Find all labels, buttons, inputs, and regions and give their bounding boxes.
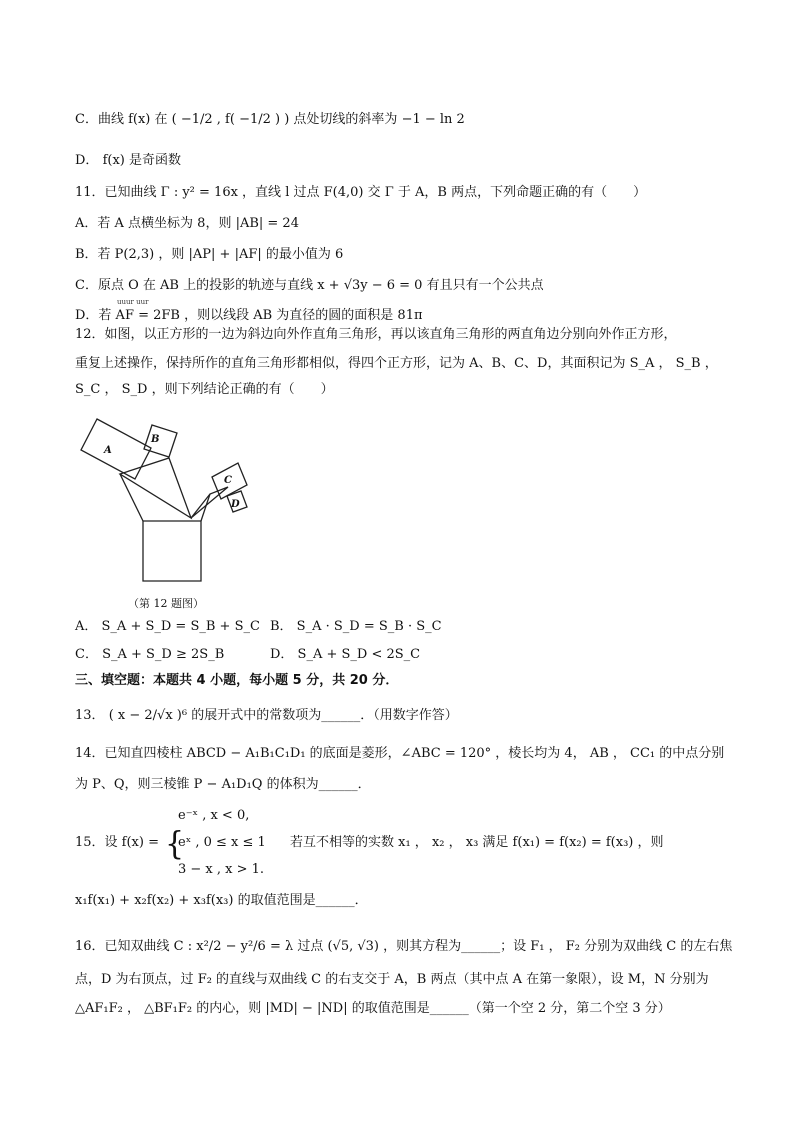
q11-stem: 11．已知曲线 Γ : y² = 16x ，直线 l 过点 F(4,0) 交 Γ 于 A，B 两点，下列命题正确的有（ ） <box>75 185 647 200</box>
q13-expression: ( x − 2/√x )⁶ <box>108 708 188 723</box>
q15-brace: { <box>165 826 185 863</box>
square-a <box>81 419 151 479</box>
q15-case1: e⁻ˣ , x < 0, <box>178 808 250 823</box>
q15-lead: 15．设 f(x) = <box>75 835 159 850</box>
fig-label-b: B <box>151 434 160 445</box>
q10-c-math: f(x) 在 ( −1/2 , f( −1/2 ) ) 点处切线的斜率为 −1 − ln 2 <box>128 112 465 127</box>
q12-stem-line3: S_C ， S_D ，则下列结论正确的有（ ） <box>75 382 334 397</box>
q11-vector-marks: uuur uur <box>117 298 149 306</box>
q10-option-c <box>75 110 465 130</box>
q14-line1: 14．已知直四棱柱 ABCD − A₁B₁C₁D₁ 的底面是菱形，∠ABC = 120° ，棱长均为 4， AB ， CC₁ 的中点分别 <box>75 746 725 761</box>
q12-option-b: B． S_A · S_D = S_B · S_C <box>270 619 442 634</box>
q13 <box>75 706 458 726</box>
q16-line1: 16．已知双曲线 C : x²/2 − y²/6 = λ 过点 (√5, √3) ，则其方程为______；设 F₁ ， F₂ 分别为双曲线 C 的左右焦 <box>75 939 733 954</box>
q12-stem-line1: 12．如图，以正方形的一边为斜边向外作直角三角形，再以该直角三角形的两直角边分别向外作正方形， <box>75 327 677 342</box>
q13-text: 的展开式中的常数项为______．（用数字作答） <box>191 708 458 723</box>
square-large <box>143 521 201 581</box>
triangle-1 <box>120 458 191 518</box>
q12-stem-line2: 重复上述操作，保持所作的直角三角形都相似，得四个正方形，记为 A、B、C、D，其面积记为 S_A ， S_B ， <box>75 356 718 371</box>
q11-option-d: D．若 AF = 2FB ，则以线段 AB 为直径的圆的面积是 81π <box>75 308 423 323</box>
q12-figure <box>70 415 260 600</box>
q10-option-d <box>75 151 181 171</box>
q11-option-a: A．若 A 点横坐标为 8，则 |AB| = 24 <box>75 216 299 231</box>
fig-label-a: A <box>104 445 112 456</box>
q12-option-a: A． S_A + S_D = S_B + S_C <box>75 619 260 634</box>
q10-d-label: D． <box>75 153 99 168</box>
q12-option-d: D． S_A + S_D < 2S_C <box>270 647 421 662</box>
q10-c-label: C．曲线 <box>75 112 124 127</box>
q15-line2: x₁f(x₁) + x₂f(x₂) + x₃f(x₃) 的取值范围是______． <box>75 893 368 908</box>
q15-tail: 若互不相等的实数 x₁ ， x₂ ， x₃ 满足 f(x₁) = f(x₂) = f(x₃) ，则 <box>290 835 664 850</box>
q16-line3: △AF₁F₂ ， △BF₁F₂ 的内心，则 |MD| − |ND| 的取值范围是______（第一个空 2 分，第二个空 3 分） <box>75 1001 671 1016</box>
section-fill-in-title: 三、填空题：本题共 4 小题，每小题 5 分，共 20 分． <box>75 673 399 688</box>
q11-option-b: B．若 P(2,3) ，则 |AP| + |AF| 的最小值为 6 <box>75 247 344 262</box>
q15-case2: eˣ , 0 ≤ x ≤ 1 <box>178 835 266 850</box>
q13-number: 13． <box>75 708 105 723</box>
q12-option-c: C． S_A + S_D ≥ 2S_B <box>75 647 225 662</box>
q16-line2: 点，D 为右顶点，过 F₂ 的直线与双曲线 C 的右支交于 A，B 两点（其中点 A 在第一象限），设 M，N 分别为 <box>75 972 709 987</box>
q15-case3: 3 − x , x > 1. <box>178 862 265 877</box>
fig-label-c: C <box>224 475 232 486</box>
q11-option-c: C．原点 O 在 AB 上的投影的轨迹与直线 x + √3y − 6 = 0 有且只有一个公共点 <box>75 278 544 293</box>
fig-label-d: D <box>231 499 240 510</box>
q14-line2: 为 P、Q，则三棱锥 P − A₁D₁Q 的体积为______． <box>75 777 371 792</box>
q12-caption: （第 12 题图） <box>128 597 204 610</box>
triangle-2 <box>191 487 228 518</box>
q10-d-math: f(x) 是奇函数 <box>102 153 181 168</box>
